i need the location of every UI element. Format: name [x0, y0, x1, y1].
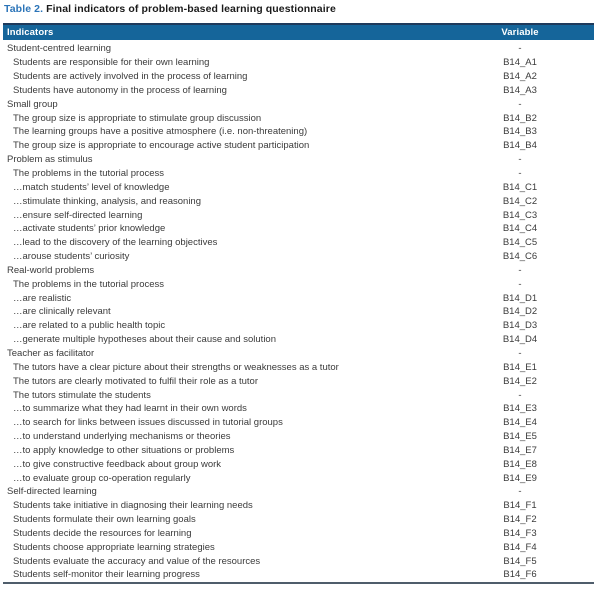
table-body	[3, 40, 594, 584]
variable-cell: B14_E1	[503, 361, 537, 373]
indicator-cell: Students choose appropriate learning strategies	[13, 541, 215, 553]
indicator-cell: Students take initiative in diagnosing their learning needs	[13, 500, 253, 512]
table-row	[3, 347, 594, 361]
table-row	[3, 457, 594, 471]
variable-cell: B14_C4	[502, 223, 538, 235]
indicator-cell: Students formulate their own learning goals	[13, 514, 196, 526]
table-row	[3, 153, 594, 167]
variable-cell: B14_B2	[503, 112, 537, 124]
indicator-cell: …are clinically relevant	[13, 306, 111, 318]
variable-cell: B14_C3	[502, 209, 538, 221]
table-row	[3, 568, 594, 582]
indicator-cell: Teacher as facilitator	[7, 347, 95, 359]
indicator-cell: The problems in the tutorial process	[13, 168, 165, 180]
variable-cell: -	[518, 389, 522, 401]
variable-cell: B14_E5	[503, 431, 537, 443]
indicator-cell: …ensure self-directed learning	[13, 209, 143, 221]
variable-cell: B14_E3	[503, 403, 537, 415]
table-row	[3, 264, 594, 278]
variable-cell: B14_E2	[503, 375, 537, 387]
variable-cell: B14_D2	[502, 306, 538, 318]
variable-cell: B14_C2	[502, 195, 538, 207]
variable-cell: -	[518, 486, 522, 498]
variable-cell: B14_C1	[502, 181, 538, 193]
indicator-cell: Student-centred learning	[7, 43, 112, 55]
table-row	[3, 485, 594, 499]
page	[0, 3, 600, 594]
variable-cell: B14_C5	[502, 237, 538, 249]
table-row	[3, 305, 594, 319]
indicator-cell: The group size is appropriate to encourage active student participation	[13, 140, 310, 152]
table-row	[3, 416, 594, 430]
indicator-cell: …stimulate thinking, analysis, and reasoning	[13, 195, 201, 207]
indicator-cell: …generate multiple hypotheses about their cause and solution	[13, 334, 277, 346]
table-row	[3, 70, 594, 84]
table-row	[3, 374, 594, 388]
table-row	[3, 97, 594, 111]
table-row	[3, 291, 594, 305]
variable-cell: B14_E8	[503, 458, 537, 470]
variable-cell: -	[518, 154, 522, 166]
table-row	[3, 527, 594, 541]
variable-cell: -	[518, 98, 522, 110]
table-row	[3, 125, 594, 139]
indicator-cell: …to summarize what they had learnt in their own words	[13, 403, 247, 415]
table-header-row	[3, 23, 594, 40]
variable-cell: -	[518, 43, 522, 55]
indicator-cell: Real-world problems	[7, 264, 95, 276]
table-row	[3, 471, 594, 485]
indicator-cell: Self-directed learning	[7, 486, 97, 498]
variable-cell: B14_E9	[503, 472, 537, 484]
variable-cell: B14_F2	[503, 514, 537, 526]
indicator-cell: …arouse students’ curiosity	[13, 251, 130, 263]
indicator-cell: The tutors stimulate the students	[13, 389, 151, 401]
indicator-cell: …match students’ level of knowledge	[13, 181, 170, 193]
table-title-text: Final indicators of problem-based learning questionnaire	[46, 3, 336, 15]
table-row	[3, 250, 594, 264]
indicator-cell: Students are actively involved in the process of learning	[13, 71, 248, 83]
variable-cell: B14_B3	[503, 126, 537, 138]
table-title	[4, 3, 600, 15]
table-row	[3, 111, 594, 125]
indicator-cell: Students evaluate the accuracy and value of the resources	[13, 555, 261, 567]
indicators-table	[3, 23, 594, 584]
variable-cell: B14_A3	[503, 84, 537, 96]
variable-cell: -	[518, 278, 522, 290]
variable-cell: -	[518, 168, 522, 180]
table-row	[3, 167, 594, 181]
column-header-indicators: Indicators	[7, 27, 54, 38]
variable-cell: B14_D3	[502, 320, 538, 332]
indicator-cell: The learning groups have a positive atmosphere (i.e. non-threatening)	[13, 126, 308, 138]
variable-cell: B14_A2	[503, 71, 537, 83]
indicator-cell: Students decide the resources for learning	[13, 527, 192, 539]
table-row	[3, 42, 594, 56]
variable-cell: B14_E4	[503, 417, 537, 429]
indicator-cell: The tutors have a clear picture about their strengths or weaknesses as a tutor	[13, 361, 339, 373]
table-row	[3, 540, 594, 554]
indicator-cell: Small group	[7, 98, 58, 110]
variable-cell: B14_A1	[503, 57, 537, 69]
variable-cell: B14_F1	[503, 500, 537, 512]
indicator-cell: …to understand underlying mechanisms or theories	[13, 431, 231, 443]
variable-cell: B14_C6	[502, 251, 538, 263]
table-row	[3, 180, 594, 194]
table-row	[3, 56, 594, 70]
variable-cell: B14_F4	[503, 541, 537, 553]
variable-cell: B14_F5	[503, 555, 537, 567]
table-row	[3, 430, 594, 444]
variable-cell: B14_F3	[503, 527, 537, 539]
table-row	[3, 208, 594, 222]
table-row	[3, 499, 594, 513]
variable-cell: B14_D4	[502, 334, 538, 346]
table-row	[3, 333, 594, 347]
indicator-cell: The tutors are clearly motivated to fulfil their role as a tutor	[13, 375, 258, 387]
indicator-cell: Students are responsible for their own learning	[13, 57, 210, 69]
variable-cell: B14_D1	[502, 292, 538, 304]
table-row	[3, 319, 594, 333]
indicator-cell: …activate students’ prior knowledge	[13, 223, 166, 235]
table-row	[3, 402, 594, 416]
table-title-label: Table 2.	[4, 3, 44, 15]
indicator-cell: The group size is appropriate to stimulate group discussion	[13, 112, 262, 124]
indicator-cell: …are realistic	[13, 292, 72, 304]
table-row	[3, 194, 594, 208]
indicator-cell: …are related to a public health topic	[13, 320, 166, 332]
variable-cell: B14_E7	[503, 444, 537, 456]
table-row	[3, 139, 594, 153]
indicator-cell: …to apply knowledge to other situations or problems	[13, 444, 235, 456]
table-row	[3, 388, 594, 402]
indicator-cell: Students self-monitor their learning progress	[13, 569, 200, 581]
column-header-variable: Variable	[501, 27, 539, 38]
variable-cell: B14_F6	[503, 569, 537, 581]
variable-cell: B14_B4	[503, 140, 537, 152]
table-row	[3, 84, 594, 98]
table-row	[3, 360, 594, 374]
variable-cell: -	[518, 264, 522, 276]
table-row	[3, 554, 594, 568]
indicator-cell: The problems in the tutorial process	[13, 278, 165, 290]
indicator-cell: …to evaluate group co-operation regularly	[13, 472, 191, 484]
indicator-cell: …to search for links between issues discussed in tutorial groups	[13, 417, 283, 429]
table-row	[3, 443, 594, 457]
indicator-cell: …lead to the discovery of the learning objectives	[13, 237, 218, 249]
indicator-cell: …to give constructive feedback about group work	[13, 458, 222, 470]
indicator-cell: Problem as stimulus	[7, 154, 93, 166]
table-row	[3, 513, 594, 527]
table-row	[3, 277, 594, 291]
table-row	[3, 222, 594, 236]
indicator-cell: Students have autonomy in the process of learning	[13, 84, 227, 96]
table-row	[3, 236, 594, 250]
variable-cell: -	[518, 347, 522, 359]
